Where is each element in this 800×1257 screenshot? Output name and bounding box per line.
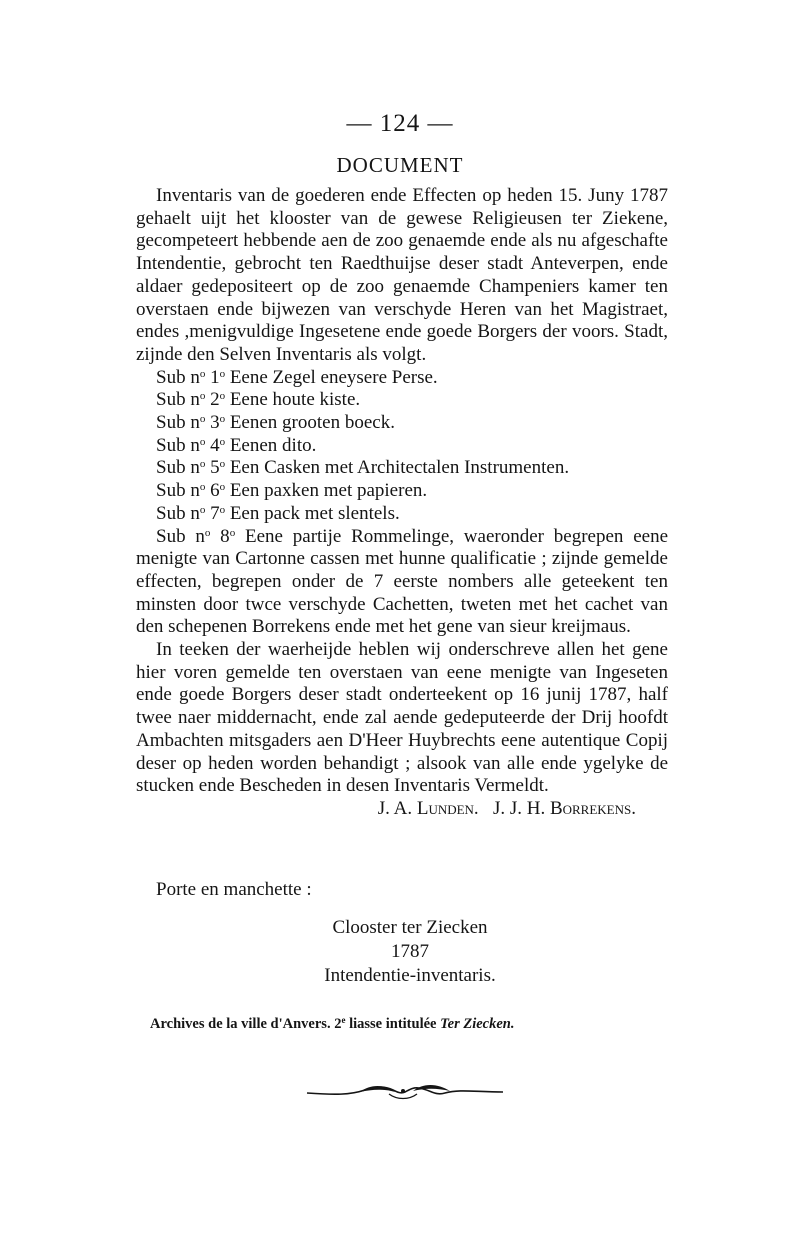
intro-paragraph: Inventaris van de goederen ende Effecten op heden 15. Juny 1787 gehaelt uijt het klooster van de gewese Religieusen ter Ziekene, gecompeteert hebbende aen de zoo genaemde ende als nu afgeschafte Intendentie, gebrocht ten Raedthuijse deser stadt Anteverpen, ende aldaer gedepositeert op de zoo genaemde Champeniers kamer ten overstaen ende bijwezen van verschyde Heren van het Magistraet, endes ,menigvuldige Ingesetene ende goede Borgers der voors. Stadt, zijnde den Selven Inventaris als volgt. xyxy=(136,185,668,365)
signature-lunden: J. A. Lunden. xyxy=(377,797,479,819)
label-line: Intendentie-inventaris. xyxy=(324,965,496,986)
inventory-item: Sub $n^o$ 3$^o$ Eenen grooten boeck. xyxy=(156,412,395,434)
closing-paragraph: In teeken der waerheijde heblen wij onderschreve allen het gene hier voren gemelde ten overstaen van eene menigte van Ingeseten ende goede Borgers deser stadt onderteekent op 16 junij 1787, half twee naer middernacht, ende zal aende gedeputeerde der Drij hoofdt Ambachten mitsgaders aen D'Heer Huybrechts eene autentique Copij deser op heden worden behandigt ; alsook van alle ende ygelyke de stucken ende Bescheden in desen Inventaris Vermeldt. xyxy=(136,639,668,797)
archives-source-note: Archives de la ville d'Anvers. 2e liasse intitulée Ter Ziecken. xyxy=(150,1015,515,1032)
signatures xyxy=(136,798,668,821)
inventory-item: Sub $n^o$ 6$^o$ Een paxken met papieren. xyxy=(156,480,428,502)
inventory-list xyxy=(136,367,668,526)
document-body xyxy=(136,185,668,821)
inventory-item-8: Sub $n^o$ 8$^o$ Eene partije Rommelinge, waeronder begrepen eene menigte van Cartonne cassen met hunne qualificatie ; zijnde gemelde effecten, begrepen onder de 7 eerste nombers alle geteekent ten minsten door twce verschyde Cachetten, tweten met het cachet van den schepenen Borrekens ende met het gene van sieur kreijmaus. xyxy=(136,525,668,638)
manchette-label xyxy=(0,916,800,988)
label-line: 1787 xyxy=(391,941,429,962)
inventory-item: Sub $n^o$ 4$^o$ Eenen dito. xyxy=(156,434,317,456)
document-title: DOCUMENT xyxy=(336,153,464,177)
label-line: Clooster ter Ziecken xyxy=(332,917,488,938)
ornament-divider-icon xyxy=(305,1080,505,1104)
inventory-item: Sub $n^o$ 5$^o$ Een Casken met Architectalen Instrumenten. xyxy=(156,457,570,479)
signature-borrekens: J. J. H. Borrekens. xyxy=(492,797,636,819)
inventory-item: Sub $n^o$ 7$^o$ Een pack met slentels. xyxy=(156,502,400,524)
inventory-item: Sub $n^o$ 2$^o$ Eene houte kiste. xyxy=(156,389,361,411)
porte-heading: Porte en manchette : xyxy=(156,879,312,900)
inventory-item: Sub $n^o$ 1$^o$ Eene Zegel eneysere Perse. xyxy=(156,366,438,388)
page-number: — 124 — xyxy=(346,110,454,137)
